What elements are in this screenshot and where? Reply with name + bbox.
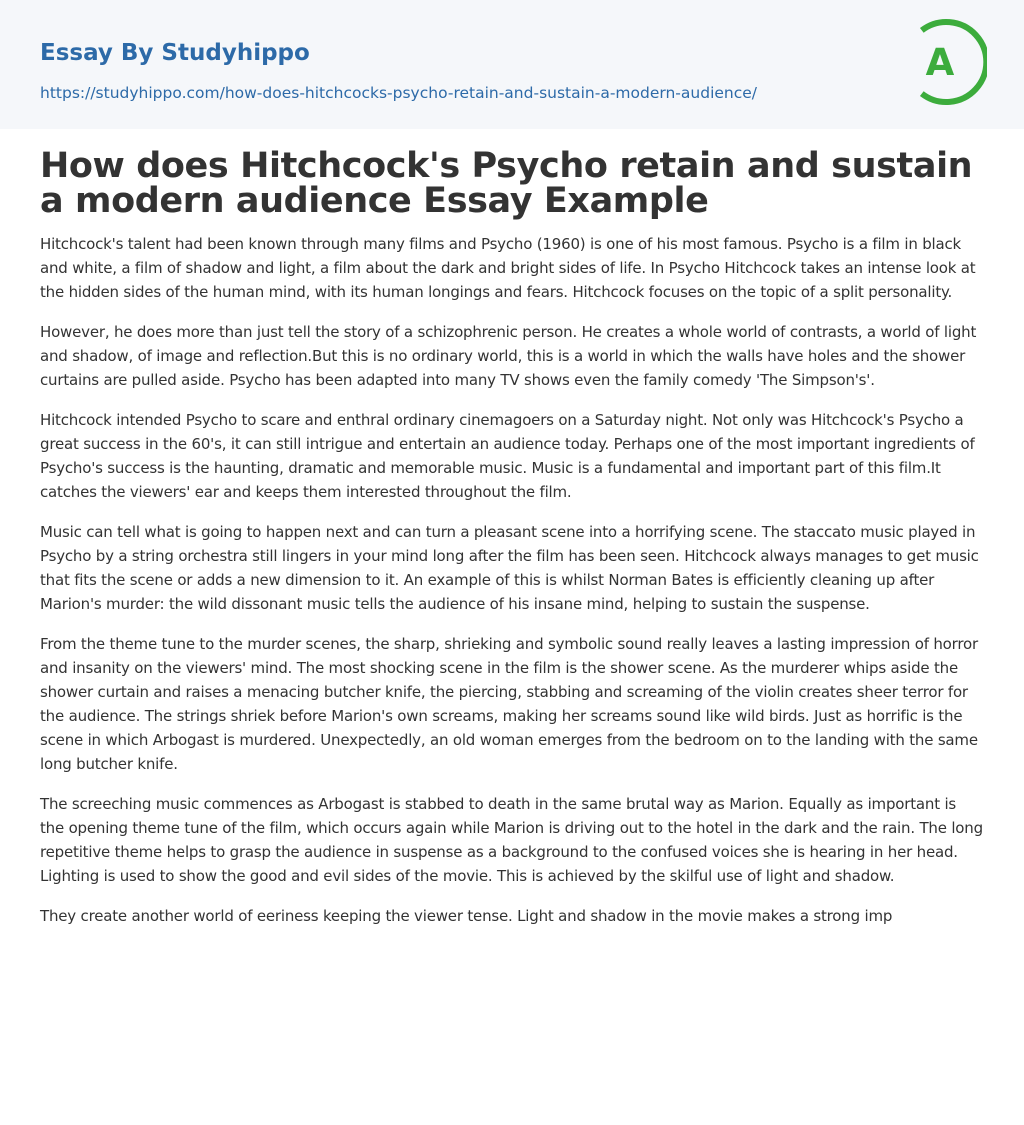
site-header bbox=[0, 0, 1024, 129]
article-paragraph: The screeching music commences as Arbogast is stabbed to death in the same brutal way as Marion. Equally as important is the opening theme tune of the film, which occurs again while Marion is driving out to the hotel in the dark and the rain. The long repetitive theme helps to grasp the audience in suspense as a background to the confused voices she is hearing in her head. Lighting is used to show the good and evil sides of the movie. This is achieved by the skilful use of light and shadow. bbox=[40, 795, 983, 885]
article bbox=[40, 146, 984, 928]
page-url-link[interactable]: https://studyhippo.com/how-does-hitchcocks-psycho-retain-and-sustain-a-modern-audience/ bbox=[40, 84, 758, 102]
article-body bbox=[40, 232, 984, 928]
article-paragraph: They create another world of eeriness keeping the viewer tense. Light and shadow in the movie makes a strong imp bbox=[40, 907, 893, 925]
logo-letter: A bbox=[925, 41, 955, 84]
article-paragraph: However, he does more than just tell the story of a schizophrenic person. He creates a whole world of contrasts, a world of light and shadow, of image and reflection.But this is no ordinary world, this is a world in which the walls have holes and the shower curtains are pulled aside. Psycho has been adapted into many TV shows even the family comedy 'The Simpson's'. bbox=[40, 323, 977, 389]
article-paragraph: Hitchcock intended Psycho to scare and enthral ordinary cinemagoers on a Saturday night. Not only was Hitchcock's Psycho a great success in the 60's, it can still intrigue and entertain an audience today. Perhaps one of the most important ingredients of Psycho's success is the haunting, dramatic and memorable music. Music is a fundamental and important part of this film.It catches the viewers' ear and keeps them interested throughout the film. bbox=[40, 411, 975, 501]
article-paragraph: Hitchcock's talent had been known through many films and Psycho (1960) is one of his most famous. Psycho is a film in black and white, a film of shadow and light, a film about the dark and bright sides of life. In Psycho Hitchcock takes an intense look at the hidden sides of the human mind, with its human longings and fears. Hitchcock focuses on the topic of a split personality. bbox=[40, 235, 976, 301]
article-paragraph: Music can tell what is going to happen next and can turn a pleasant scene into a horrifying scene. The staccato music played in Psycho by a string orchestra still lingers in your mind long after the film has been seen. Hitchcock always manages to get music that fits the scene or adds a new dimension to it. An example of this is whilst Norman Bates is efficiently cleaning up after Marion's murder: the wild dissonant music tells the audience of his insane mind, helping to sustain the suspense. bbox=[40, 523, 979, 613]
article-title: How does Hitchcock's Psycho retain and sustain a modern audience Essay Example bbox=[40, 146, 973, 221]
studyhippo-logo-icon[interactable] bbox=[911, 18, 987, 106]
brand-link[interactable]: Essay By Studyhippo bbox=[40, 40, 310, 66]
article-paragraph: From the theme tune to the murder scenes, the sharp, shrieking and symbolic sound really leaves a lasting impression of horror and insanity on the viewers' mind. The most shocking scene in the film is the shower scene. As the murderer whips aside the shower curtain and raises a menacing butcher knife, the piercing, stabbing and screaming of the violin creates sheer terror for the audience. The strings shriek before Marion's own screams, making her screams sound like wild birds. Just as horrific is the scene in which Arbogast is murdered. Unexpectedly, an old woman emerges from the bedroom on to the landing with the same long butcher knife. bbox=[40, 635, 978, 773]
